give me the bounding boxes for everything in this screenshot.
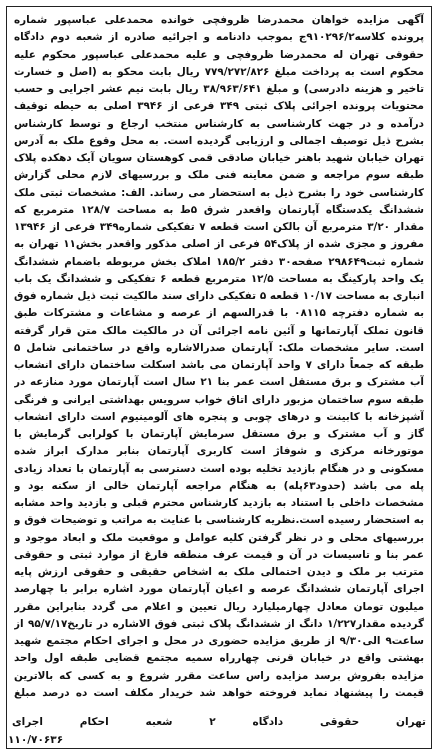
footer-branch-no: ۲ (209, 716, 216, 728)
notice-reference-number: ۱۱۰/۷۰۶۳۶ (8, 734, 64, 746)
footer-court: دادگاه (252, 716, 284, 728)
footer-enforcement: اجرای (12, 716, 43, 728)
auction-notice (6, 6, 432, 749)
court-signature-line (6, 713, 432, 731)
footer-rulings: احکام (79, 716, 109, 728)
notice-footer (6, 713, 432, 751)
notice-body-text: آگهی مزایده خواهان محمدرضا ظروفچی خوانده محمدعلی عباسپور شماره پرونده کلاسه۹۱۰۲۹۶/۲ج بموجب دادنامه و اجرائیه صادره از شعبه دوم دادگاه حقوقی تهران له محمدرضا ظروفچی و علیه محمدعلی عباسپور محکوم علیه محکوم است به پرداخت مبلغ ۷۷۹/۲۷۲/۸۲۶ ریال بابت محکو به (اصل و خسارت تاخیر و هزینه دادرسی) و مبلغ ۳۸/۹۶۳/۶۴۱ ریال بابت نیم عشر اجرایی و حسب محتویات پرونده اجرائی پلاک ثبتی ۳۴۹ فرعی از ۳۹۴۶ اصلی به حیطه توقیف درآمده و در جهت کارشناسی به کارشناس منتخب ارجاع و توسط کارشناس بشرح ذیل توصیف اجمالی و ارزیابی گردیده است. به محل وقوع ملک به آدرس تهران خیابان شهید باهنر خیابان صادقی قمی کوهستان سویان آیک دهکده پلاک طبقه سوم مراجعه و ضمن معاینه فنی ملک و بررسیهای لازم محلی گزارش کارشناسی خود را بشرح ذیل به استحضار می رساند. الف: مشخصات ثبتی ملک ششدانگ یکدستگاه آپارتمان واقعدر شرق ۵ط به مساحت ۱۲۸/۷ مترمربع که مقدار ۳/۲۰ مترمربع آن بالکن است قطعه ۷ تفکیکی شماره۳۴۹ فرعی از ۱۳۹۴۶ مفروز و مجزی شده از پلاک۵۴ فرعی از اصلی مذکور واقعدر بخش۱۱ تهران به شماره ثبت۲۹۸۶۴۹ صفحه۳۰ دفتر ۱۸۵/۲ املاک بخش مربوطه باضمام ششدانگ یک واحد پارکینگ به مساحت ۱۲/۵ مترمربع قطعه ۶ تفکیکی و ششدانگ یک باب انباری به مساحت ۱۰/۱۷ قطعه ۵ تفکیکی دارای سند مالکیت ثبت ذیل شماره فوق به شماره دفترچه ۰۸۱۱۵ با قدرالسهم از عرصه و مشاعات و مشترکات طبق قانون تملک آپارتمانها و آئین نامه اجرائی آن در مالکیت مالک متن قرار گرفته است. سایر مشخصات ملک: آپارتمان صدرالاشاره واقع در ساختمانی شامل ۵ طبقه که جمعاً دارای ۷ واحد آپارتمان می باشد اسکلت ساختمان دارای انشعاب آب مشترک و برق مستقل است عمر بنا ۲۱ سال است آپارتمان مورد منازعه در طبقه سوم ساختمان مزبور دارای اتاق خواب سرویس بهداشتی ایرانی و فرنگی آشپزخانه با کابینت و درهای چوبی و پنجره های آلومینیوم است دارای انشعاب گاز و آب مشترک و برق مستقل سرمایش آپارتمان با کولرابی گرمایش با موتورخانه مرکزی و شوفاژ است کاربری آپارتمان بنابر مدارک ابراز شده مسکونی و در هنگام بازدید تخلیه بوده است دسترسی به آپارتمان با تعداد زیادی پله می باشد (حدود۶۳پله) به هنگام مراجعه آپارتمان خالی از سکنه بود و مشخصات داخلی با استناد به بازدید کارشناس محترم قبلی و بازدید واحد مشابه به استحضار رسیده است.نظریه کارشناسی با عنایت به مراتب و توضیحات فوق و بررسیهای محلی و در نظر گرفتن کلیه عوامل و موقعیت ملک و ابعاد موجود و عمر بنا و تاسیسات در آن و قیمت عرف منطقه فارغ از موارد ثبتی و حقوقی مترتب بر ملک و دیدن احتمالی ملک به اشخاص حقیقی و حقوقی ارزش پایه اجرای آپارتمان ششدانگ عرصه و اعیان آپارتمان مورد اشاره برابر با چهارصد میلیون تومان معادل چهارمیلیارد ریال تعیین و اعلام می گردد بنابراین مقرر گردیده مقدار۱/۲۲۷ دانگ از ششدانگ پلاک ثبتی فوق الاشاره در تاریخ۹۵/۷/۱۷ از ساعت۹ الی۹/۳۰ از طریق مزایده حضوری در محل و اجرای احکام مجتمع شهید بهشتی واقع در خیابان قرنی چهارراه سمیه مجتمع قضایی طبقه اول واحد مزایده بفروش برسد مزایده راس ساعت مقرر شروع و به کسی که بالاترین قیمت را پیشنهاد نماید فروخته خواهد شد خریدار مکلف است ده درصد مبلغ (14, 14, 424, 699)
footer-tehran: تهران (396, 716, 426, 728)
footer-legal: حقوقی (319, 716, 360, 728)
footer-branch: شعبه (145, 716, 173, 728)
